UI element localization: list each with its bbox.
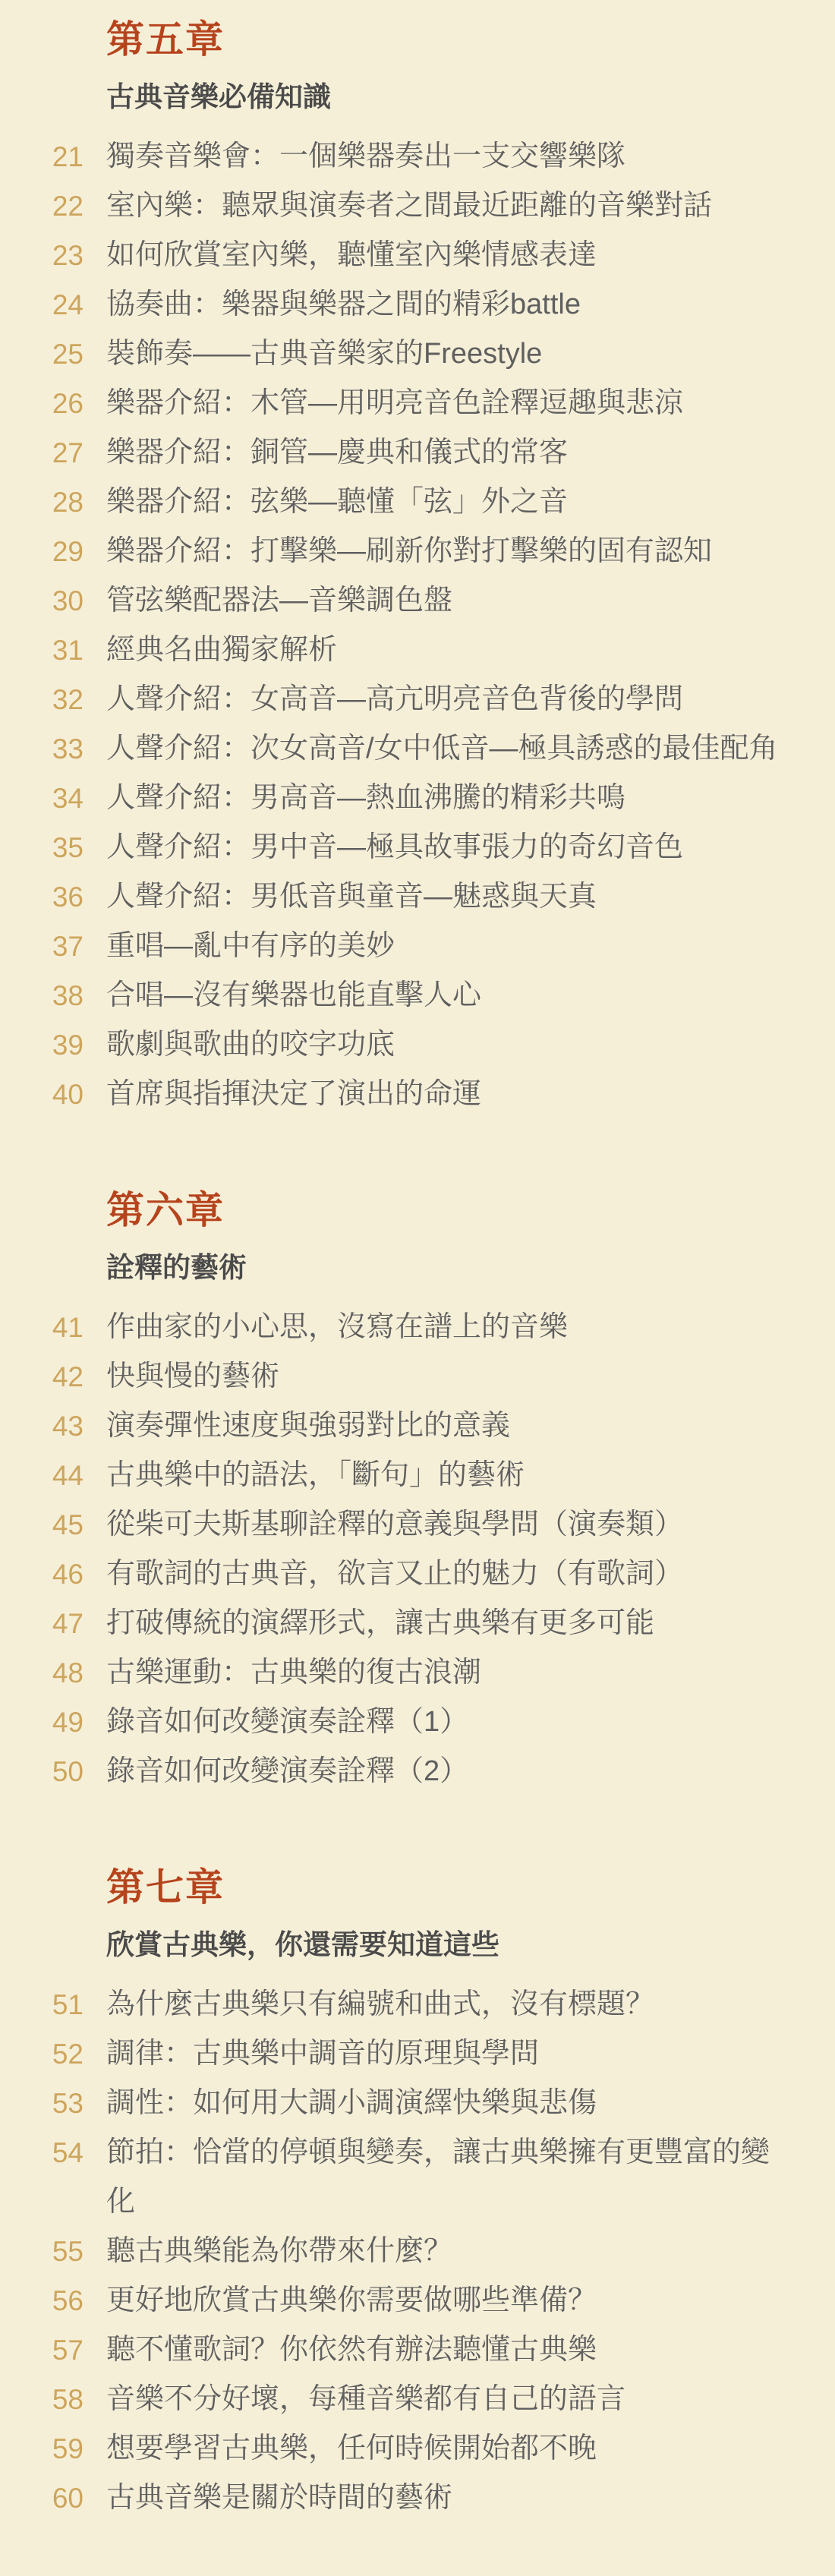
item-title: 樂器介紹：打擊樂—刷新你對打擊樂的固有認知 — [106, 535, 713, 567]
toc-item[interactable] — [30, 576, 835, 626]
item-title: 演奏彈性速度與強弱對比的意義 — [106, 1410, 511, 1442]
item-number: 47 — [52, 1608, 84, 1639]
item-title: 有歌詞的古典音，欲言又止的魅力（有歌詞） — [106, 1558, 684, 1590]
item-number: 38 — [52, 980, 84, 1011]
chapter-subtitle: 古典音樂必備知識 — [106, 81, 331, 112]
item-title: 調性：如何用大調小調演繹快樂與悲傷 — [106, 2087, 597, 2119]
toc-item[interactable] — [30, 231, 835, 280]
chapter-title: 第六章 — [106, 1189, 225, 1231]
toc-item[interactable] — [30, 2079, 835, 2128]
item-title: 協奏曲：樂器與樂器之間的精彩battle — [106, 288, 581, 320]
toc-item[interactable] — [30, 1070, 835, 1119]
item-number: 39 — [52, 1029, 84, 1061]
item-title: 人聲介紹：男高音—熱血沸騰的精彩共鳴 — [106, 782, 626, 814]
item-number: 25 — [52, 339, 84, 370]
item-title: 古典音樂是關於時間的藝術 — [106, 2482, 453, 2514]
item-number: 36 — [52, 881, 84, 913]
toc-item[interactable] — [30, 1402, 835, 1451]
toc-item[interactable] — [30, 428, 835, 478]
chapter-section — [30, 1865, 835, 2523]
item-title: 樂器介紹：弦樂—聽懂「弦」外之音 — [106, 486, 569, 518]
toc-item[interactable] — [30, 971, 835, 1020]
item-title: 歌劇與歌曲的咬字功底 — [106, 1029, 395, 1061]
chapter-section — [30, 1187, 835, 1796]
item-title: 錄音如何改變演奏詮釋（1） — [106, 1706, 469, 1738]
item-number: 53 — [52, 2088, 84, 2119]
item-number: 33 — [52, 733, 84, 765]
chapter-item-list — [30, 1980, 835, 2523]
item-title: 快與慢的藝術 — [106, 1361, 280, 1392]
item-number: 60 — [52, 2483, 84, 2514]
item-number: 49 — [52, 1707, 84, 1738]
item-title: 合唱—沒有樂器也能直擊人心 — [106, 979, 482, 1011]
item-number: 44 — [52, 1460, 84, 1491]
toc-item[interactable] — [30, 872, 835, 922]
item-title: 首席與指揮決定了演出的命運 — [106, 1078, 482, 1110]
toc-item[interactable] — [30, 329, 835, 379]
item-title: 更好地欣賞古典樂你需要做哪些準備？ — [106, 2284, 597, 2316]
toc-item[interactable] — [30, 2128, 835, 2227]
item-number: 52 — [52, 2038, 84, 2070]
item-title: 人聲介紹：女高音—高亢明亮音色背後的學問 — [106, 683, 684, 715]
item-number: 28 — [52, 487, 84, 518]
toc-item[interactable] — [30, 2276, 835, 2325]
toc-item[interactable] — [30, 1599, 835, 1648]
item-title: 人聲介紹：男低音與童音—魅惑與天真 — [106, 881, 597, 913]
item-title: 錄音如何改變演奏詮釋（2） — [106, 1755, 469, 1787]
item-number: 50 — [52, 1756, 84, 1787]
item-number: 27 — [52, 437, 84, 468]
toc-item[interactable] — [30, 280, 835, 329]
item-title: 重唱—亂中有序的美妙 — [106, 930, 395, 962]
toc-item[interactable] — [30, 1747, 835, 1796]
item-title: 節拍：恰當的停頓與變奏，讓古典樂擁有更豐富的變化 — [106, 2136, 770, 2218]
item-title: 從柴可夫斯基聊詮釋的意義與學問（演奏類） — [106, 1509, 684, 1540]
toc-item[interactable] — [30, 1980, 835, 2029]
toc-item[interactable] — [30, 2325, 835, 2375]
item-number: 48 — [52, 1657, 84, 1688]
toc-item[interactable] — [30, 1020, 835, 1070]
item-title: 樂器介紹：木管—用明亮音色詮釋逗趣與悲涼 — [106, 387, 684, 419]
item-title: 人聲介紹：男中音—極具故事張力的奇幻音色 — [106, 831, 684, 863]
item-number: 26 — [52, 388, 84, 419]
toc-item[interactable] — [30, 527, 835, 576]
chapter-section — [30, 17, 835, 1119]
toc-item[interactable] — [30, 724, 835, 774]
toc-item[interactable] — [30, 1451, 835, 1500]
item-number: 59 — [52, 2433, 84, 2464]
item-number: 34 — [52, 783, 84, 814]
table-of-contents — [30, 17, 835, 2523]
toc-item[interactable] — [30, 2375, 835, 2424]
item-number: 40 — [52, 1079, 84, 1110]
toc-item[interactable] — [30, 478, 835, 527]
toc-item[interactable] — [30, 132, 835, 181]
item-number: 55 — [52, 2236, 84, 2267]
item-title: 室內樂：聽眾與演奏者之間最近距離的音樂對話 — [106, 190, 713, 222]
item-title: 人聲介紹：次女高音/女中低音—極具誘惑的最佳配角 — [106, 733, 778, 765]
item-number: 32 — [52, 684, 84, 715]
chapter-title: 第七章 — [106, 1866, 225, 1909]
item-number: 54 — [52, 2137, 84, 2168]
item-number: 30 — [52, 585, 84, 616]
item-title: 聽不懂歌詞？你依然有辦法聽懂古典樂 — [106, 2334, 597, 2366]
toc-item[interactable] — [30, 1648, 835, 1698]
chapter-item-list — [30, 1303, 835, 1796]
item-title: 樂器介紹：銅管—慶典和儀式的常客 — [106, 437, 569, 468]
item-number: 58 — [52, 2384, 84, 2415]
chapter-subtitle: 詮釋的藝術 — [106, 1252, 247, 1283]
item-title: 古典樂中的語法，「斷句」的藝術 — [106, 1459, 525, 1491]
toc-item[interactable] — [30, 1698, 835, 1747]
item-number: 22 — [52, 191, 84, 222]
item-title: 管弦樂配器法—音樂調色盤 — [106, 585, 453, 616]
item-number: 21 — [52, 141, 84, 172]
item-title: 作曲家的小心思，沒寫在譜上的音樂 — [106, 1311, 569, 1343]
item-number: 45 — [52, 1509, 84, 1540]
chapter-title: 第五章 — [106, 18, 225, 61]
toc-item[interactable] — [30, 1550, 835, 1599]
chapter-item-list — [30, 132, 835, 1119]
item-title: 為什麼古典樂只有編號和曲式，沒有標題？ — [106, 1988, 655, 2020]
toc-item[interactable] — [30, 922, 835, 971]
item-number: 41 — [52, 1312, 84, 1343]
item-title: 想要學習古典樂，任何時候開始都不晚 — [106, 2433, 597, 2464]
item-number: 56 — [52, 2285, 84, 2316]
item-title: 音樂不分好壞，每種音樂都有自己的語言 — [106, 2383, 626, 2415]
item-number: 46 — [52, 1559, 84, 1590]
item-title: 聽古典樂能為你帶來什麼？ — [106, 2235, 453, 2267]
item-title: 如何欣賞室內樂，聽懂室內樂情感表達 — [106, 239, 597, 271]
item-number: 29 — [52, 536, 84, 567]
toc-item[interactable] — [30, 181, 835, 231]
item-number: 31 — [52, 635, 84, 666]
toc-item[interactable] — [30, 1352, 835, 1402]
toc-item[interactable] — [30, 2227, 835, 2276]
toc-item[interactable] — [30, 379, 835, 428]
item-title: 經典名曲獨家解析 — [106, 634, 338, 666]
item-title: 獨奏音樂會：一個樂器奏出一支交響樂隊 — [106, 140, 626, 172]
toc-item[interactable] — [30, 675, 835, 724]
toc-item[interactable] — [30, 626, 835, 675]
item-number: 43 — [52, 1411, 84, 1442]
toc-item[interactable] — [30, 2474, 835, 2523]
item-title: 裝飾奏——古典音樂家的Freestyle — [106, 338, 543, 370]
toc-item[interactable] — [30, 823, 835, 872]
chapter-subtitle: 欣賞古典樂，你還需要知道這些 — [106, 1929, 499, 1960]
item-title: 古樂運動：古典樂的復古浪潮 — [106, 1657, 482, 1688]
item-number: 37 — [52, 931, 84, 962]
item-number: 23 — [52, 240, 84, 271]
item-number: 42 — [52, 1361, 84, 1392]
toc-item[interactable] — [30, 2029, 835, 2079]
toc-item[interactable] — [30, 774, 835, 823]
item-title: 打破傳統的演繹形式，讓古典樂有更多可能 — [106, 1607, 655, 1639]
item-number: 51 — [52, 1989, 84, 2020]
item-number: 57 — [52, 2335, 84, 2366]
toc-item[interactable] — [30, 1303, 835, 1352]
item-number: 35 — [52, 832, 84, 863]
toc-item[interactable] — [30, 2424, 835, 2474]
item-title: 調律：古典樂中調音的原理與學問 — [106, 2038, 540, 2070]
item-number: 24 — [52, 289, 84, 320]
toc-item[interactable] — [30, 1500, 835, 1550]
